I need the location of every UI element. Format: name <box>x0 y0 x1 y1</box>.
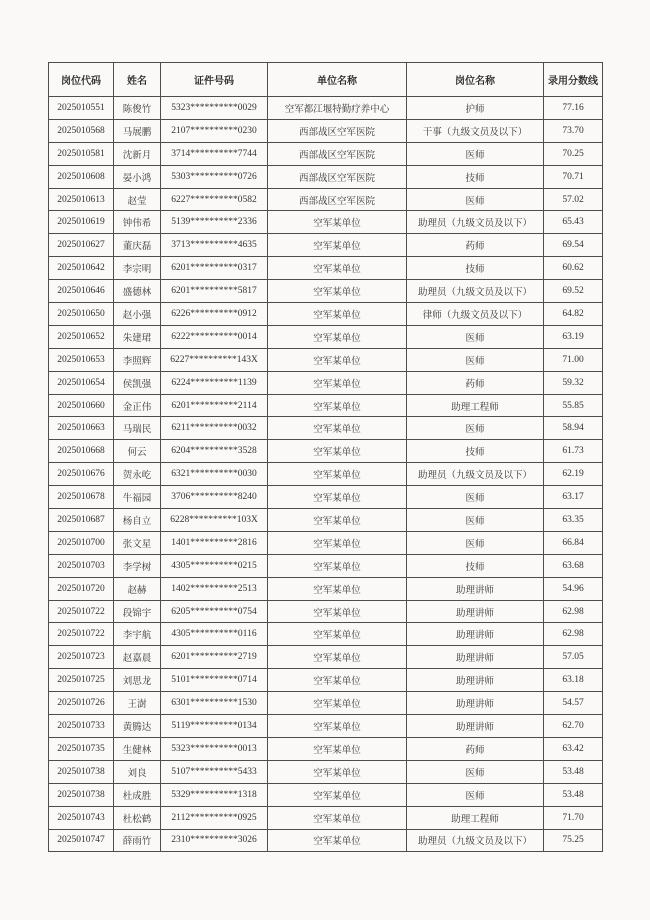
table-cell: 2025010568 <box>49 119 114 142</box>
table-row <box>49 417 603 440</box>
table-cell: 2025010720 <box>49 577 114 600</box>
table-cell: 66.84 <box>544 531 603 554</box>
table-cell: 赵赫 <box>114 577 161 600</box>
table-cell: 2025010613 <box>49 188 114 211</box>
table-cell: 赵嘉晨 <box>114 646 161 669</box>
table-cell: 2025010668 <box>49 440 114 463</box>
table-cell: 王澍 <box>114 692 161 715</box>
table-cell: 70.25 <box>544 142 603 165</box>
table-cell: 2025010653 <box>49 348 114 371</box>
table-cell: 空军某单位 <box>268 783 407 806</box>
table-cell: 73.70 <box>544 119 603 142</box>
table-cell: 63.42 <box>544 737 603 760</box>
table-row <box>49 303 603 326</box>
table-cell: 医师 <box>407 760 544 783</box>
table-cell: 62.98 <box>544 623 603 646</box>
table-cell: 55.85 <box>544 394 603 417</box>
table-cell: 4305**********0215 <box>161 554 268 577</box>
table-cell: 助理员（九级文员及以下） <box>407 829 544 852</box>
table-cell: 技师 <box>407 257 544 280</box>
column-header: 姓名 <box>114 63 161 97</box>
table-cell: 2025010581 <box>49 142 114 165</box>
table-cell: 赵莹 <box>114 188 161 211</box>
table-cell: 张文星 <box>114 531 161 554</box>
table-cell: 62.19 <box>544 463 603 486</box>
table-cell: 助理讲师 <box>407 646 544 669</box>
table-row <box>49 509 603 532</box>
header-row <box>49 63 603 97</box>
table-row <box>49 371 603 394</box>
table-cell: 70.71 <box>544 165 603 188</box>
table-cell: 2025010703 <box>49 554 114 577</box>
table-cell: 技师 <box>407 440 544 463</box>
table-cell: 西部战区空军医院 <box>268 142 407 165</box>
table-cell: 6204**********3528 <box>161 440 268 463</box>
table-cell: 空军某单位 <box>268 486 407 509</box>
table-row <box>49 737 603 760</box>
table-cell: 61.73 <box>544 440 603 463</box>
table-cell: 空军某单位 <box>268 417 407 440</box>
table-cell: 3713**********4635 <box>161 234 268 257</box>
table-row <box>49 806 603 829</box>
table-cell: 空军某单位 <box>268 303 407 326</box>
table-cell: 6201**********0317 <box>161 257 268 280</box>
table-cell: 2025010660 <box>49 394 114 417</box>
table-cell: 空军某单位 <box>268 463 407 486</box>
table-cell: 助理员（九级文员及以下） <box>407 280 544 303</box>
table-cell: 刘良 <box>114 760 161 783</box>
column-header: 岗位代码 <box>49 63 114 97</box>
table-row <box>49 394 603 417</box>
table-cell: 2025010619 <box>49 211 114 234</box>
table-row <box>49 760 603 783</box>
table-row <box>49 463 603 486</box>
column-header: 单位名称 <box>268 63 407 97</box>
table-cell: 护师 <box>407 97 544 120</box>
table-cell: 助理员（九级文员及以下） <box>407 211 544 234</box>
table-cell: 空军某单位 <box>268 577 407 600</box>
table-cell: 助理讲师 <box>407 577 544 600</box>
table-cell: 63.19 <box>544 325 603 348</box>
table-cell: 2025010733 <box>49 715 114 738</box>
table-cell: 63.18 <box>544 669 603 692</box>
table-cell: 54.57 <box>544 692 603 715</box>
table-cell: 3714**********7744 <box>161 142 268 165</box>
table-cell: 空军某单位 <box>268 692 407 715</box>
table-cell: 助理讲师 <box>407 600 544 623</box>
table-cell: 6227**********143X <box>161 348 268 371</box>
table-cell: 杜成胜 <box>114 783 161 806</box>
table-cell: 6224**********1139 <box>161 371 268 394</box>
table-cell: 5139**********2336 <box>161 211 268 234</box>
table-cell: 盛德林 <box>114 280 161 303</box>
table-cell: 杨自立 <box>114 509 161 532</box>
table-cell: 2025010642 <box>49 257 114 280</box>
table-cell: 1401**********2816 <box>161 531 268 554</box>
table-cell: 赵小强 <box>114 303 161 326</box>
table-cell: 6226**********0912 <box>161 303 268 326</box>
table-cell: 3706**********8240 <box>161 486 268 509</box>
table-row <box>49 440 603 463</box>
table-cell: 空军某单位 <box>268 280 407 303</box>
table-row <box>49 119 603 142</box>
table-cell: 助理讲师 <box>407 669 544 692</box>
table-cell: 空军某单位 <box>268 257 407 280</box>
table-row <box>49 783 603 806</box>
table-row <box>49 554 603 577</box>
table-cell: 2025010646 <box>49 280 114 303</box>
table-cell: 65.43 <box>544 211 603 234</box>
table-cell: 2025010608 <box>49 165 114 188</box>
table-row <box>49 715 603 738</box>
table-cell: 6211**********0032 <box>161 417 268 440</box>
table-row <box>49 577 603 600</box>
table-cell: 空军某单位 <box>268 829 407 852</box>
table-cell: 李宇航 <box>114 623 161 646</box>
table-cell: 2025010726 <box>49 692 114 715</box>
table-cell: 空军某单位 <box>268 669 407 692</box>
table-cell: 2025010725 <box>49 669 114 692</box>
table-row <box>49 486 603 509</box>
table-cell: 6228**********103X <box>161 509 268 532</box>
table-cell: 刘思龙 <box>114 669 161 692</box>
table-cell: 生健林 <box>114 737 161 760</box>
table-cell: 2025010678 <box>49 486 114 509</box>
table-row <box>49 97 603 120</box>
table-row <box>49 142 603 165</box>
table-cell: 空军某单位 <box>268 737 407 760</box>
table-cell: 1402**********2513 <box>161 577 268 600</box>
table-cell: 6222**********0014 <box>161 325 268 348</box>
table-cell: 空军某单位 <box>268 211 407 234</box>
table-cell: 5101**********0714 <box>161 669 268 692</box>
table-cell: 医师 <box>407 486 544 509</box>
table-row <box>49 211 603 234</box>
table-cell: 2025010747 <box>49 829 114 852</box>
table-cell: 6227**********0582 <box>161 188 268 211</box>
table-cell: 6201**********2719 <box>161 646 268 669</box>
table-cell: 西部战区空军医院 <box>268 119 407 142</box>
table-row <box>49 829 603 852</box>
table-row <box>49 257 603 280</box>
table-row <box>49 623 603 646</box>
table-cell: 5323**********0029 <box>161 97 268 120</box>
table-cell: 2025010738 <box>49 783 114 806</box>
table-cell: 助理工程师 <box>407 394 544 417</box>
table-cell: 西部战区空军医院 <box>268 165 407 188</box>
table-cell: 71.00 <box>544 348 603 371</box>
table-cell: 医师 <box>407 142 544 165</box>
table-cell: 2025010743 <box>49 806 114 829</box>
table-cell: 2310**********3026 <box>161 829 268 852</box>
table-cell: 马瑞民 <box>114 417 161 440</box>
table-cell: 2025010735 <box>49 737 114 760</box>
table-cell: 空军某单位 <box>268 623 407 646</box>
table-cell: 空军某单位 <box>268 348 407 371</box>
table-cell: 2107**********0230 <box>161 119 268 142</box>
table-cell: 李学树 <box>114 554 161 577</box>
table-cell: 77.16 <box>544 97 603 120</box>
table-cell: 贺永屹 <box>114 463 161 486</box>
table-cell: 钟伟希 <box>114 211 161 234</box>
table-cell: 医师 <box>407 531 544 554</box>
table-cell: 57.02 <box>544 188 603 211</box>
table-cell: 6301**********1530 <box>161 692 268 715</box>
table-cell: 助理工程师 <box>407 806 544 829</box>
table-cell: 西部战区空军医院 <box>268 188 407 211</box>
table-cell: 5303**********0726 <box>161 165 268 188</box>
table-cell: 空军某单位 <box>268 234 407 257</box>
table-cell: 空军某单位 <box>268 715 407 738</box>
table-cell: 空军某单位 <box>268 509 407 532</box>
table-cell: 空军某单位 <box>268 440 407 463</box>
table-cell: 2025010687 <box>49 509 114 532</box>
table-cell: 空军某单位 <box>268 806 407 829</box>
table-cell: 6321**********0030 <box>161 463 268 486</box>
table-row <box>49 669 603 692</box>
table-cell: 金正伟 <box>114 394 161 417</box>
recruitment-score-table <box>48 62 603 852</box>
table-row <box>49 280 603 303</box>
table-cell: 空军某单位 <box>268 554 407 577</box>
table-cell: 助理讲师 <box>407 715 544 738</box>
table-cell: 技师 <box>407 554 544 577</box>
table-cell: 63.68 <box>544 554 603 577</box>
table-row <box>49 165 603 188</box>
table-cell: 2025010654 <box>49 371 114 394</box>
table-cell: 段锦宇 <box>114 600 161 623</box>
table-cell: 2025010652 <box>49 325 114 348</box>
table-cell: 晏小鸿 <box>114 165 161 188</box>
table-cell: 53.48 <box>544 783 603 806</box>
table-cell: 6201**********2114 <box>161 394 268 417</box>
table-cell: 何云 <box>114 440 161 463</box>
table-cell: 空军都江堰特勤疗养中心 <box>268 97 407 120</box>
table-cell: 2025010676 <box>49 463 114 486</box>
table-row <box>49 188 603 211</box>
table-cell: 54.96 <box>544 577 603 600</box>
table-cell: 58.94 <box>544 417 603 440</box>
table-cell: 63.35 <box>544 509 603 532</box>
table-cell: 59.32 <box>544 371 603 394</box>
table-cell: 75.25 <box>544 829 603 852</box>
table-cell: 朱建珺 <box>114 325 161 348</box>
table-cell: 药师 <box>407 234 544 257</box>
table-cell: 律师（九级文员及以下） <box>407 303 544 326</box>
table-cell: 2025010650 <box>49 303 114 326</box>
table-cell: 空军某单位 <box>268 531 407 554</box>
table-cell: 空军某单位 <box>268 394 407 417</box>
table-cell: 62.70 <box>544 715 603 738</box>
table-cell: 医师 <box>407 325 544 348</box>
table-cell: 助理讲师 <box>407 623 544 646</box>
table-row <box>49 600 603 623</box>
table-cell: 5323**********0013 <box>161 737 268 760</box>
table-cell: 助理讲师 <box>407 692 544 715</box>
table-row <box>49 692 603 715</box>
table-cell: 杜松鹤 <box>114 806 161 829</box>
table-cell: 空军某单位 <box>268 600 407 623</box>
table-cell: 5329**********1318 <box>161 783 268 806</box>
table-cell: 医师 <box>407 783 544 806</box>
column-header: 岗位名称 <box>407 63 544 97</box>
table-cell: 2112**********0925 <box>161 806 268 829</box>
table-cell: 60.62 <box>544 257 603 280</box>
table-body <box>49 97 603 852</box>
table-cell: 干事（九级文员及以下） <box>407 119 544 142</box>
table-cell: 药师 <box>407 371 544 394</box>
table-cell: 药师 <box>407 737 544 760</box>
table-cell: 2025010723 <box>49 646 114 669</box>
table-cell: 2025010700 <box>49 531 114 554</box>
table-cell: 空军某单位 <box>268 646 407 669</box>
table-cell: 李照辉 <box>114 348 161 371</box>
table-cell: 医师 <box>407 188 544 211</box>
table-cell: 牛福园 <box>114 486 161 509</box>
table-cell: 陈俊竹 <box>114 97 161 120</box>
table-cell: 6201**********5817 <box>161 280 268 303</box>
table-cell: 空军某单位 <box>268 371 407 394</box>
table-cell: 5119**********0134 <box>161 715 268 738</box>
table-row <box>49 234 603 257</box>
table-cell: 董庆磊 <box>114 234 161 257</box>
table-cell: 助理员（九级文员及以下） <box>407 463 544 486</box>
table-cell: 黄腾达 <box>114 715 161 738</box>
table-cell: 71.70 <box>544 806 603 829</box>
table-cell: 62.98 <box>544 600 603 623</box>
table-cell: 侯凯强 <box>114 371 161 394</box>
table-cell: 技师 <box>407 165 544 188</box>
table-cell: 空军某单位 <box>268 325 407 348</box>
table-cell: 医师 <box>407 348 544 371</box>
table-cell: 64.82 <box>544 303 603 326</box>
table-row <box>49 325 603 348</box>
table-row <box>49 348 603 371</box>
table-cell: 2025010663 <box>49 417 114 440</box>
table-cell: 医师 <box>407 509 544 532</box>
table-cell: 4305**********0116 <box>161 623 268 646</box>
table-cell: 2025010722 <box>49 623 114 646</box>
table-row <box>49 531 603 554</box>
table-cell: 医师 <box>407 417 544 440</box>
table-cell: 李宗明 <box>114 257 161 280</box>
table-cell: 沈新月 <box>114 142 161 165</box>
table-cell: 63.17 <box>544 486 603 509</box>
column-header: 录用分数线 <box>544 63 603 97</box>
table-row <box>49 646 603 669</box>
column-header: 证件号码 <box>161 63 268 97</box>
table-cell: 空军某单位 <box>268 760 407 783</box>
table-cell: 69.54 <box>544 234 603 257</box>
table-cell: 6205**********0754 <box>161 600 268 623</box>
table-cell: 2025010722 <box>49 600 114 623</box>
table-cell: 2025010627 <box>49 234 114 257</box>
table-cell: 薛雨竹 <box>114 829 161 852</box>
table-cell: 5107**********5433 <box>161 760 268 783</box>
table-cell: 57.05 <box>544 646 603 669</box>
table-cell: 69.52 <box>544 280 603 303</box>
table-cell: 2025010551 <box>49 97 114 120</box>
table-cell: 2025010738 <box>49 760 114 783</box>
table-cell: 马展鹏 <box>114 119 161 142</box>
table-cell: 53.48 <box>544 760 603 783</box>
